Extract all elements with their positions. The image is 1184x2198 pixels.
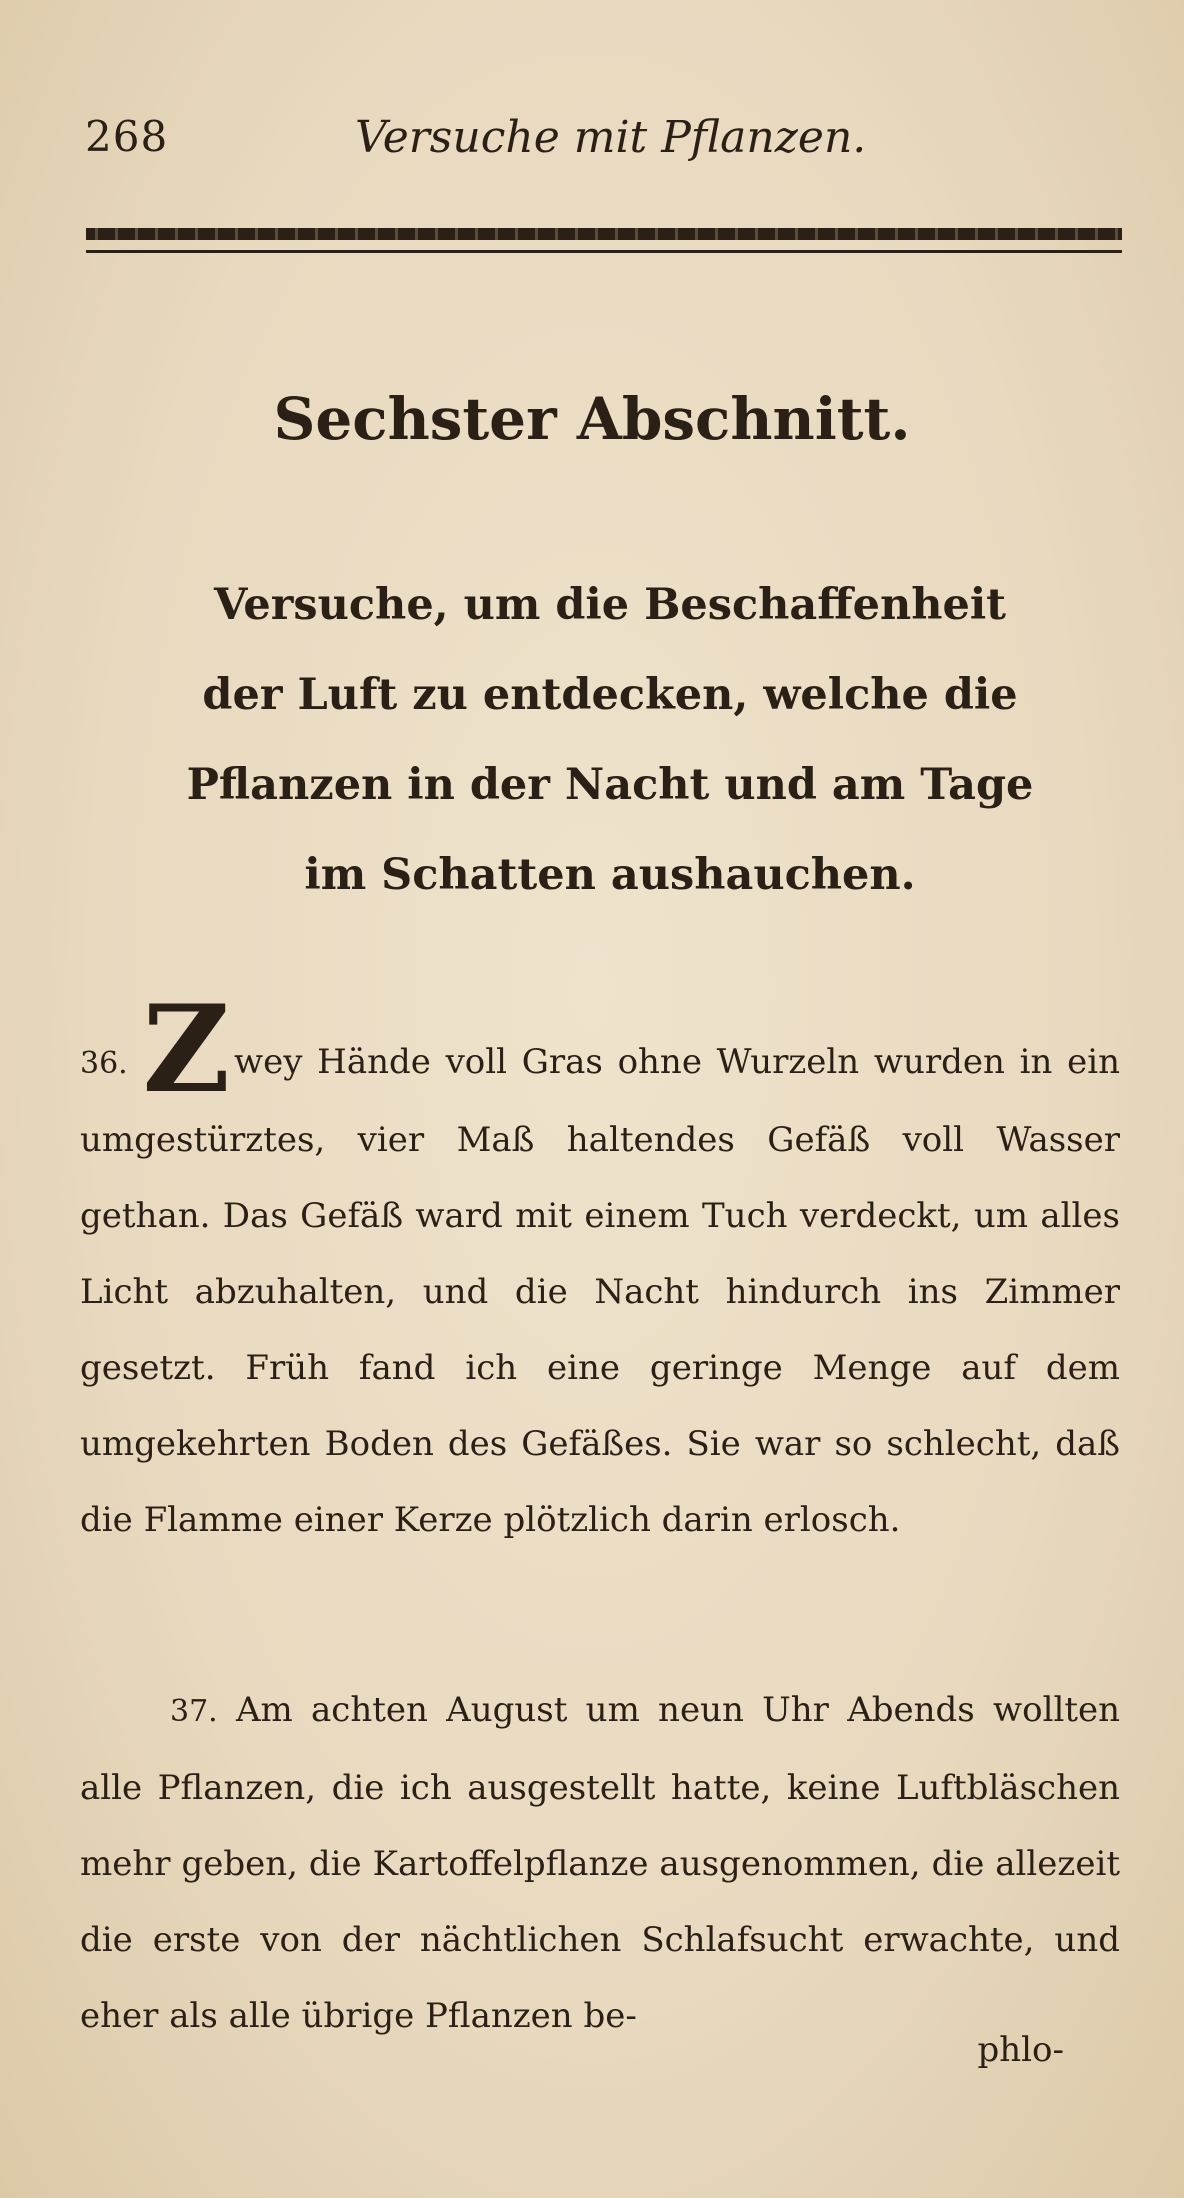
drop-cap: Z bbox=[142, 979, 231, 1120]
paragraph-36 bbox=[80, 979, 1121, 1558]
section-heading: Sechster Abschnitt. bbox=[273, 385, 911, 453]
paragraph-number: 37. bbox=[170, 1694, 218, 1729]
running-head bbox=[85, 112, 1125, 172]
running-title: Versuche mit Pflanzen. bbox=[355, 112, 867, 163]
catchword: phlo- bbox=[977, 2030, 1064, 2070]
paragraph-number: 36. bbox=[80, 1046, 128, 1081]
paragraph-text: wey Hände voll Gras ohne Wurzeln wurden in ein umgestürztes, vier Maß haltendes Gefäß voll Wasser gethan. Das Gefäß ward mit einem Tuch verdeckt, um alles Licht abzuhalten, und die Nacht hindurch ins Zimmer gesetzt. Früh fand ich eine geringe Menge auf dem umgekehrten Boden des Gefäßes. Sie war so schlecht, daß die Flamme einer Kerze plötzlich darin erlosch. bbox=[80, 1042, 1121, 1540]
page-number: 268 bbox=[85, 112, 169, 161]
thin-rule bbox=[86, 250, 1122, 253]
ornamental-rule bbox=[86, 228, 1122, 240]
paragraph-37 bbox=[80, 1672, 1120, 2054]
section-subtitle: Versuche, um die Beschaffenheit der Luft zu entdecken, welche die Pflanzen in der Nacht und am Tage im Schatten aushauchen. bbox=[186, 580, 1034, 900]
paragraph-text: Am achten August um neun Uhr Abends wollten alle Pflanzen, die ich ausgestellt hatte, keine Luftbläschen mehr geben, die Kartoffelpflanze ausgenommen, die allezeit die erste von der nächtlichen Schlafsucht erwachte, und eher als alle übrige Pflanzen be- bbox=[80, 1690, 1120, 2036]
